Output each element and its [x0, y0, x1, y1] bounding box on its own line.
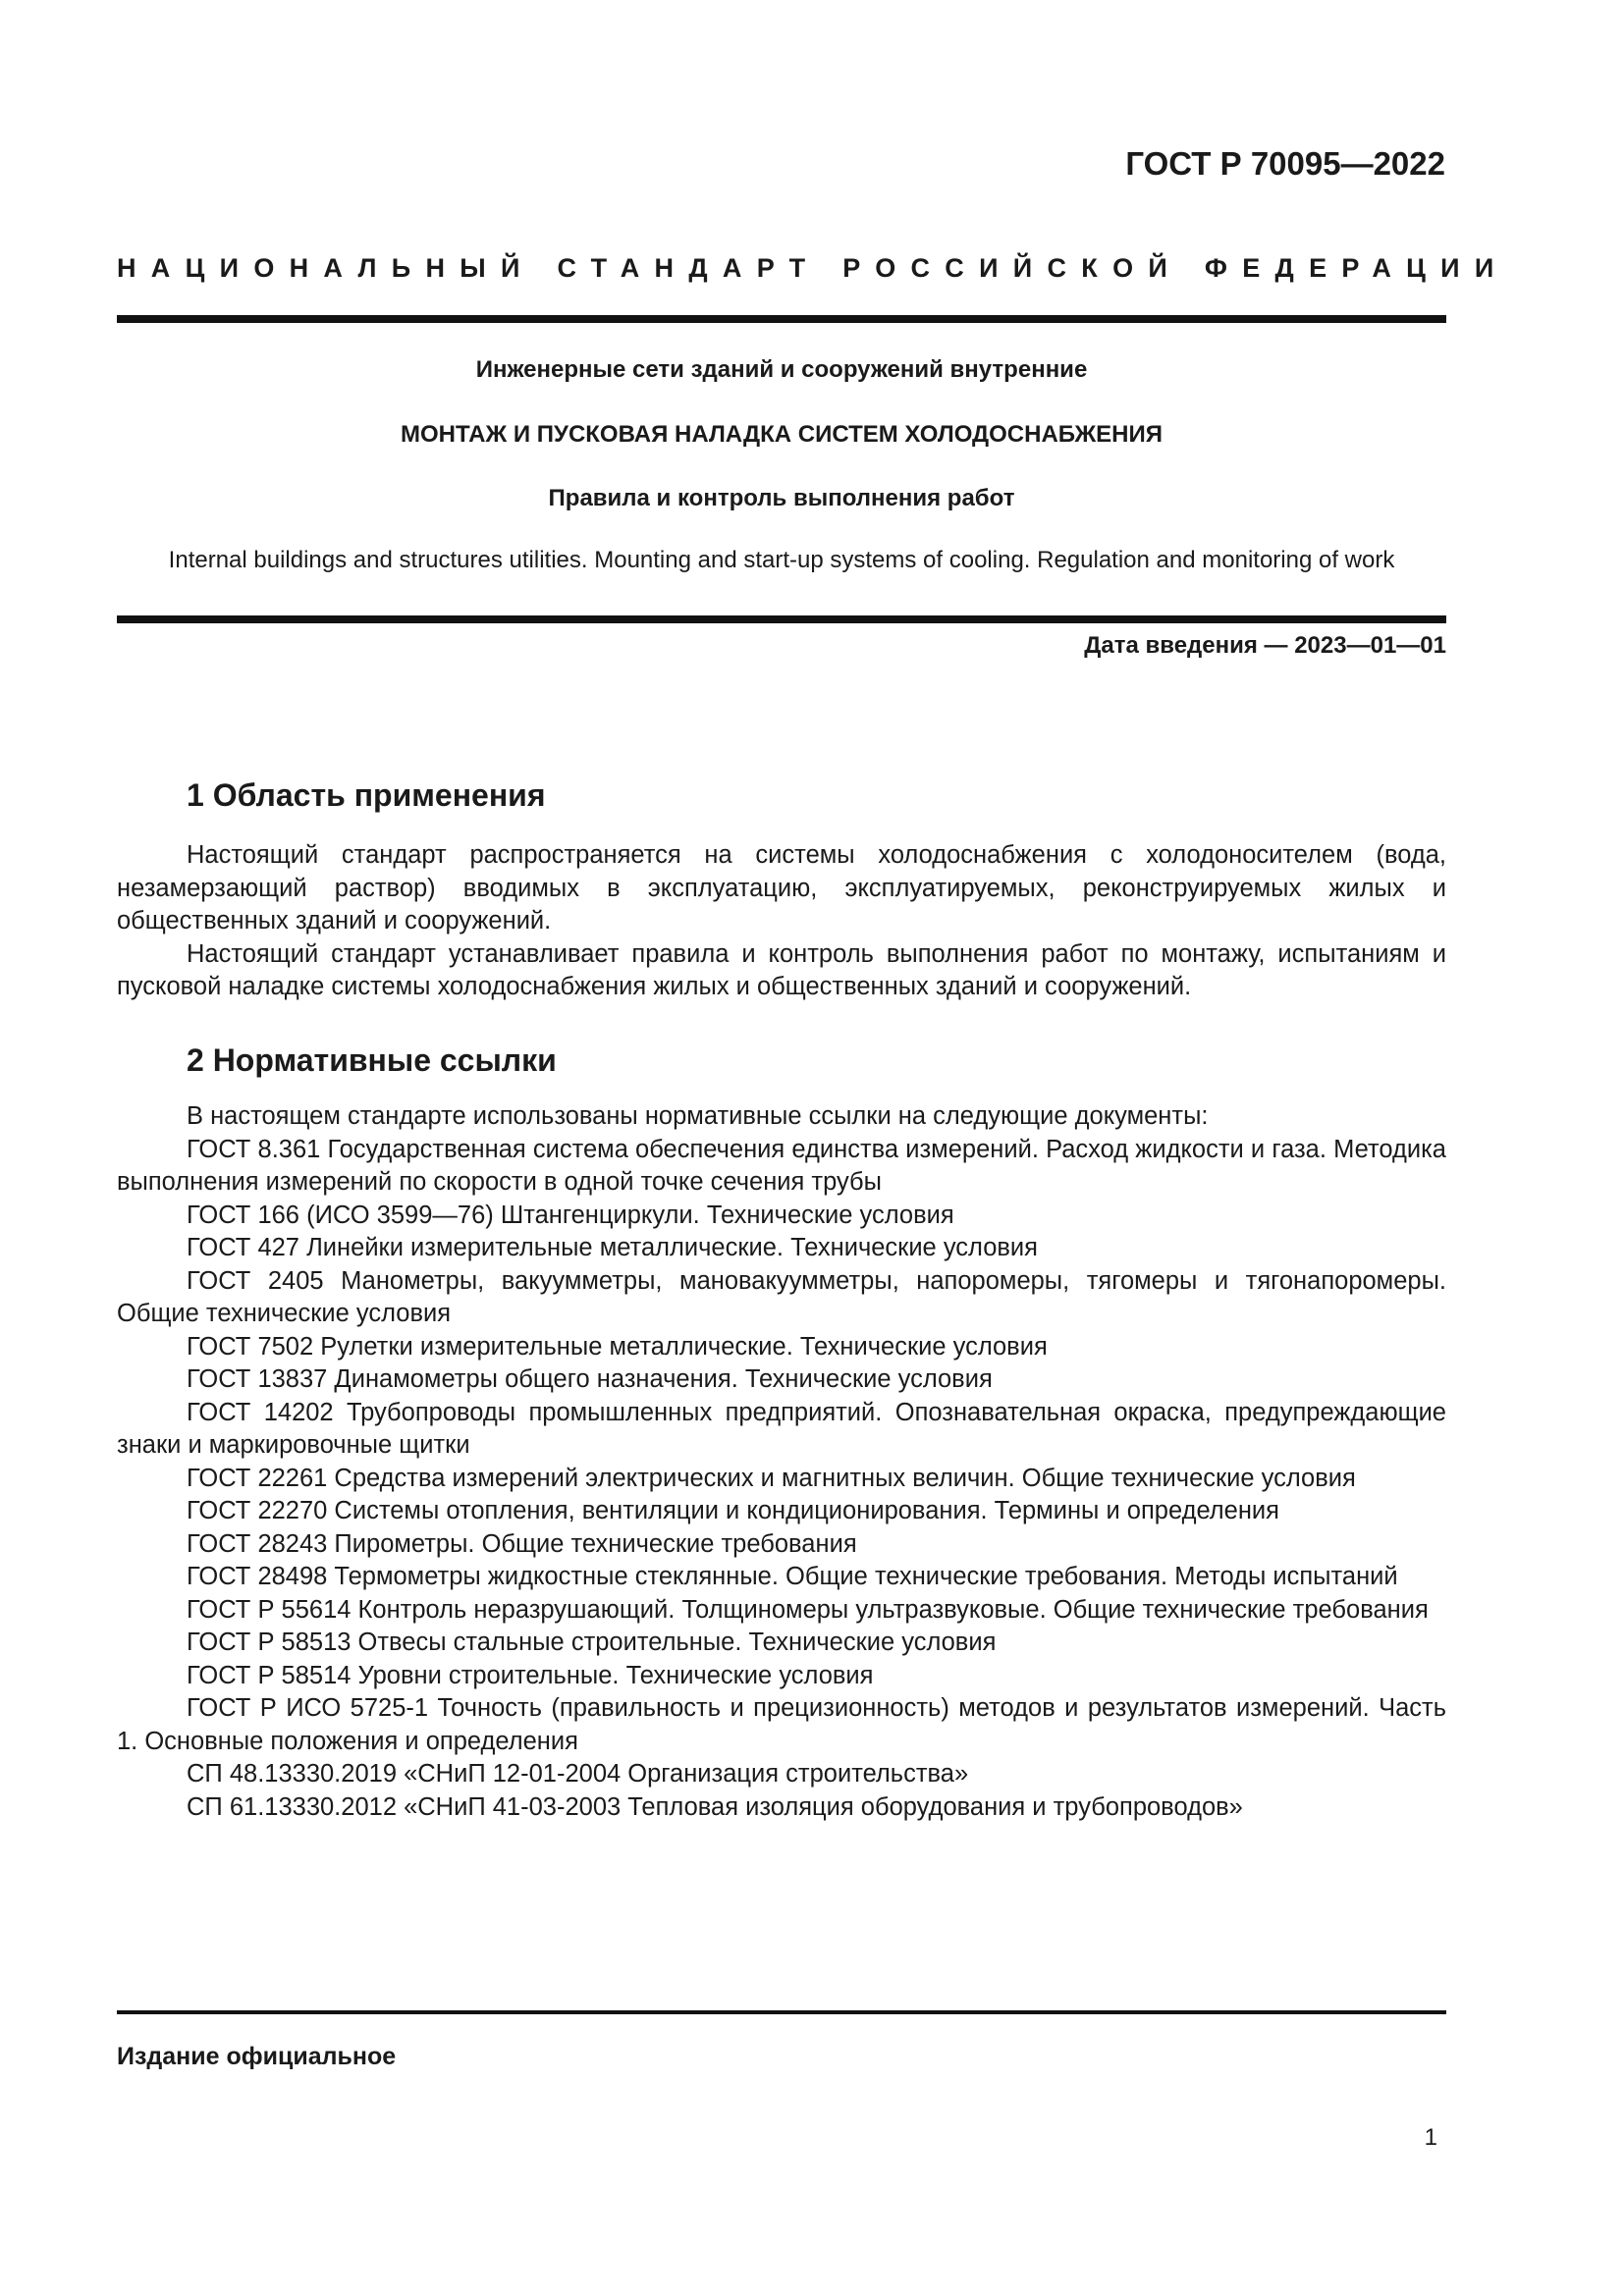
title-english: Internal buildings and structures utilities. Mounting and start-up systems of cooling. Regulation and monitoring of work [168, 547, 1395, 573]
section-body-scope [117, 839, 1446, 1004]
reference-item: ГОСТ Р 58513 Отвесы стальные строительные. Технические условия [187, 1629, 997, 1656]
page-number: 1 [1424, 2124, 1437, 2151]
official-edition-label: Издание официальное [117, 2043, 397, 2070]
title-subtitle: Правила и контроль выполнения работ [548, 485, 1015, 511]
section-heading-scope: 1 Область применения [187, 777, 546, 813]
paragraph: Настоящий стандарт устанавливает правила и контроль выполнения работ по монтажу, испытаниям и пусковой наладке системы холодоснабжения жилых и общественных зданий и сооружений. [117, 939, 1446, 1000]
section-heading-normative-references: 2 Нормативные ссылки [187, 1042, 557, 1078]
reference-item: ГОСТ Р 58514 Уровни строительные. Технические условия [187, 1661, 874, 1689]
reference-item: ГОСТ 28243 Пирометры. Общие технические требования [187, 1529, 857, 1558]
section-body-normative-references [117, 1100, 1446, 1824]
reference-item: ГОСТ 2405 Манометры, вакуумметры, мановакуумметры, напоромеры, тягомеры и тягонапоромеры. Общие технические условия [117, 1266, 1446, 1327]
reference-item: ГОСТ 427 Линейки измерительные металлические. Технические условия [187, 1234, 1038, 1261]
reference-item: ГОСТ 22261 Средства измерений электрических и магнитных величин. Общие технические условия [187, 1464, 1356, 1492]
title-main: МОНТАЖ И ПУСКОВАЯ НАЛАДКА СИСТЕМ ХОЛОДОСНАБЖЕНИЯ [401, 421, 1163, 448]
introduction-date: Дата введения — 2023—01—01 [1084, 632, 1446, 659]
reference-item: ГОСТ 7502 Рулетки измерительные металлические. Технические условия [187, 1332, 1048, 1361]
reference-item: ГОСТ 13837 Динамометры общего назначения. Технические условия [187, 1365, 993, 1393]
header-rule [117, 315, 1446, 323]
footer-rule [117, 2010, 1446, 2014]
reference-item: ГОСТ Р ИСО 5725-1 Точность (правильность и прецизионность) методов и результатов измерений. Часть 1. Основные положения и определения [117, 1694, 1446, 1755]
title-rule [117, 615, 1446, 623]
national-standard-banner: НАЦИОНАЛЬНЫЙ СТАНДАРТ РОССИЙСКОЙ ФЕДЕРАЦИИ [117, 253, 1509, 283]
reference-item: ГОСТ 14202 Трубопроводы промышленных предприятий. Опознавательная окраска, предупреждающие знаки и маркировочные щитки [117, 1398, 1446, 1459]
paragraph: В настоящем стандарте использованы нормативные ссылки на следующие документы: [187, 1102, 1209, 1130]
reference-item: ГОСТ Р 55614 Контроль неразрушающий. Толщиномеры ультразвуковые. Общие технические требования [187, 1595, 1429, 1624]
reference-item: ГОСТ 166 (ИСО 3599—76) Штангенциркули. Технические условия [187, 1201, 954, 1229]
reference-item: СП 61.13330.2012 «СНиП 41-03-2003 Тепловая изоляция оборудования и трубопроводов» [187, 1792, 1243, 1821]
reference-item: ГОСТ 8.361 Государственная система обеспечения единства измерений. Расход жидкости и газа. Методика выполнения измерений по скорости в одной точке сечения трубы [117, 1135, 1446, 1196]
paragraph: Настоящий стандарт распространяется на системы холодоснабжения с холодоносителем (вода, незамерзающий раствор) вводимых в эксплуатацию, эксплуатируемых, реконструируемых жилых и общественных зданий и сооружений. [117, 841, 1446, 934]
reference-item: ГОСТ 28498 Термометры жидкостные стеклянные. Общие технические требования. Методы испытаний [187, 1563, 1398, 1590]
document-number: ГОСТ Р 70095—2022 [1125, 145, 1445, 182]
reference-item: СП 48.13330.2019 «СНиП 12-01-2004 Организация строительства» [187, 1760, 969, 1788]
title-category: Инженерные сети зданий и сооружений внутренние [475, 356, 1088, 383]
reference-item: ГОСТ 22270 Системы отопления, вентиляции и кондиционирования. Термины и определения [187, 1497, 1279, 1524]
